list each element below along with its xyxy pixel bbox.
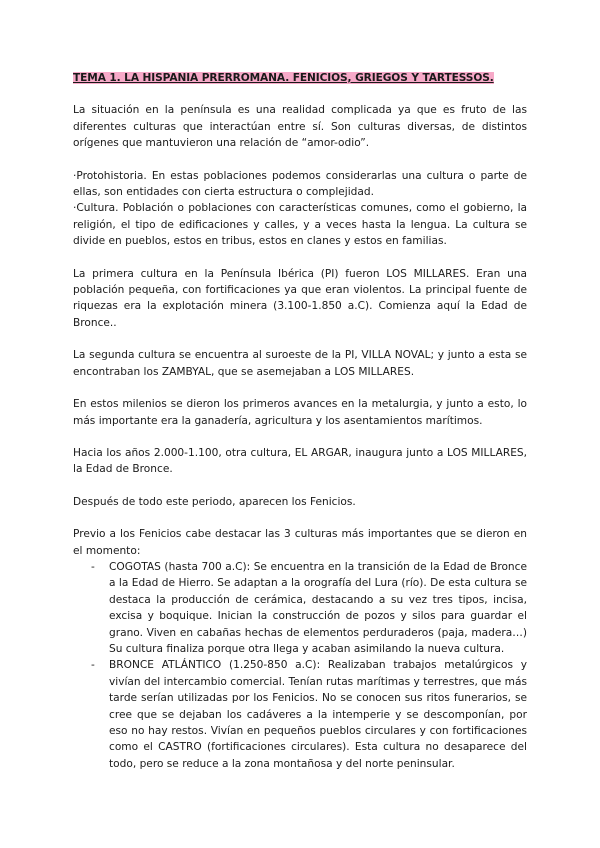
cultura-definition: ·Cultura. Población o poblaciones con características comunes, como el gobierno, la religión, el tipo de edificaciones y calles, y a veces hasta la lengua. La cultura se divide en pueblos, estos en tribus, estos en clanes y estos en familias. bbox=[73, 202, 527, 248]
title-line bbox=[73, 70, 527, 86]
list-item-bronce-atlantico bbox=[91, 657, 527, 772]
list-item-text: COGOTAS (hasta 700 a.C): Se encuentra en la transición de la Edad de Bronce a la Edad de Hierro. Se adaptan a la orografía del Lura (río). De esta cultura se destaca la producción de cerámica, destacando a su vez tres tipos, incisa, excisa y boquique. Inician la construcción de pozos y silos para guardar el grano. Viven en cabañas hechas de elementos perduraderos (paja, madera…) Su cultura finaliza porque otra llega y acaban asimilando la nueva cultura. bbox=[109, 560, 527, 655]
cultures-list bbox=[73, 559, 527, 772]
metalurgia-paragraph: En estos milenios se dieron los primeros avances en la metalurgia, y junto a esto, lo más importante era la ganadería, agricultura y los asentamientos marítimos. bbox=[73, 398, 527, 427]
fenicios-paragraph: Después de todo este periodo, aparecen los Fenicios. bbox=[73, 495, 356, 508]
villa-noval-paragraph: La segunda cultura se encuentra al suroeste de la PI, VILLA NOVAL; y junto a esta se encontraban los ZAMBYAL, que se asemejaban a LOS MILLARES. bbox=[73, 349, 527, 378]
list-bullet: - bbox=[91, 560, 95, 573]
document-title: TEMA 1. LA HISPANIA PRERROMANA. FENICIOS, GRIEGOS Y TARTESSOS. bbox=[73, 72, 494, 84]
list-item-cogotas bbox=[91, 559, 527, 657]
el-argar-paragraph: Hacia los años 2.000-1.100, otra cultura, EL ARGAR, inaugura junto a LOS MILLARES, la Edad de Bronce. bbox=[73, 446, 527, 476]
three-cultures-intro: Previo a los Fenicios cabe destacar las 3 culturas más importantes que se dieron en el momento: bbox=[73, 528, 527, 557]
intro-paragraph: La situación en la península es una realidad complicada ya que es fruto de las diferentes culturas que interactúan entre sí. Son culturas diversas, de distintos orígenes que mantuvieron una relación de “amor-odio”. bbox=[73, 104, 527, 150]
list-item-text: BRONCE ATLÁNTICO (1.250-850 a.C): Realizaban trabajos metalúrgicos y vivían del intercambio comercial. Tenían rutas marítimas y terrestres, que más tarde serían utilizadas por los Fenicios. No se conocen sus ritos funerarios, se cree que se dejaban los cadáveres a la intemperie y se descomponían, por eso no hay restos. Vivían en pequeños pueblos circulares y con fortificaciones como el CASTRO (fortificaciones circulares). Esta cultura no desaparece del todo, pero se reduce a la zona montañosa y del norte peninsular. bbox=[109, 659, 527, 770]
protohistoria-definition: ·Protohistoria. En estas poblaciones podemos considerarlas una cultura o parte de ellas, son entidades con cierta estructura o complejidad. bbox=[73, 169, 527, 199]
list-bullet: - bbox=[91, 659, 95, 672]
los-millares-paragraph: La primera cultura en la Península Ibérica (PI) fueron LOS MILLARES. Eran una población pequeña, con fortificaciones ya que eran violentos. La principal fuente de riquezas era la explotación minera (3.100-1.850 a.C). Comienza aquí la Edad de Bronce.. bbox=[73, 267, 527, 329]
